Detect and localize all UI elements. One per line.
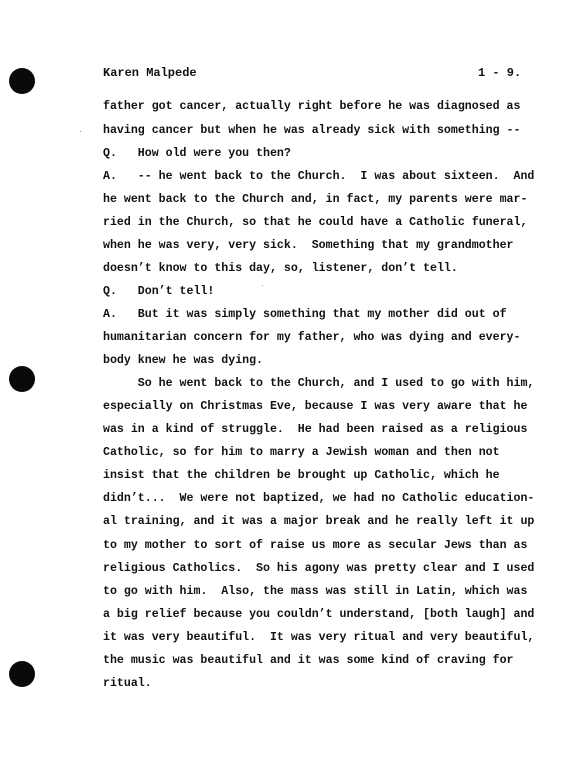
text-line: Q. Don’t tell!	[103, 285, 215, 298]
scan-speck	[262, 285, 263, 286]
text-line: So he went back to the Church, and I used to go with him,	[103, 377, 535, 390]
text-line: to go with him. Also, the mass was still in Latin, which was	[103, 585, 528, 598]
text-line: doesn’t know to this day, so, listener, don’t tell.	[103, 262, 458, 275]
text-line: al training, and it was a major break and he really left it up	[103, 515, 535, 528]
text-line: he went back to the Church and, in fact, my parents were mar-	[103, 193, 528, 206]
text-line: A. But it was simply something that my mother did out of	[103, 308, 507, 321]
text-line: insist that the children be brought up Catholic, which he	[103, 469, 500, 482]
text-line: humanitarian concern for my father, who was dying and every-	[103, 331, 521, 344]
binder-hole-bottom	[9, 661, 35, 687]
text-line: the music was beautiful and it was some kind of craving for	[103, 654, 514, 667]
text-line: Catholic, so for him to marry a Jewish woman and then not	[103, 446, 500, 459]
text-line: ried in the Church, so that he could have a Catholic funeral,	[103, 216, 528, 229]
text-line: it was very beautiful. It was very ritual and very beautiful,	[103, 631, 535, 644]
text-line: religious Catholics. So his agony was pretty clear and I used	[103, 562, 535, 575]
text-line: to my mother to sort of raise us more as secular Jews than as	[103, 539, 528, 552]
text-line: ritual.	[103, 677, 152, 690]
text-line: A. -- he went back to the Church. I was about sixteen. And	[103, 170, 535, 183]
text-line: especially on Christmas Eve, because I was very aware that he	[103, 400, 528, 413]
text-line: didn’t... We were not baptized, we had no Catholic education-	[103, 492, 535, 505]
text-line: was in a kind of struggle. He had been raised as a religious	[103, 423, 528, 436]
header-author: Karen Malpede	[103, 66, 197, 80]
header-page-number: 1 - 9.	[478, 66, 522, 80]
text-line: Q. How old were you then?	[103, 147, 291, 160]
scan-speck	[80, 131, 81, 132]
text-line: body knew he was dying.	[103, 354, 264, 367]
text-line: having cancer but when he was already sick with something --	[103, 124, 521, 137]
text-line: a big relief because you couldn’t understand, [both laugh] and	[103, 608, 535, 621]
text-line: when he was very, very sick. Something that my grandmother	[103, 239, 514, 252]
binder-hole-middle	[9, 366, 35, 392]
text-line: father got cancer, actually right before he was diagnosed as	[103, 100, 521, 113]
binder-hole-top	[9, 68, 35, 94]
